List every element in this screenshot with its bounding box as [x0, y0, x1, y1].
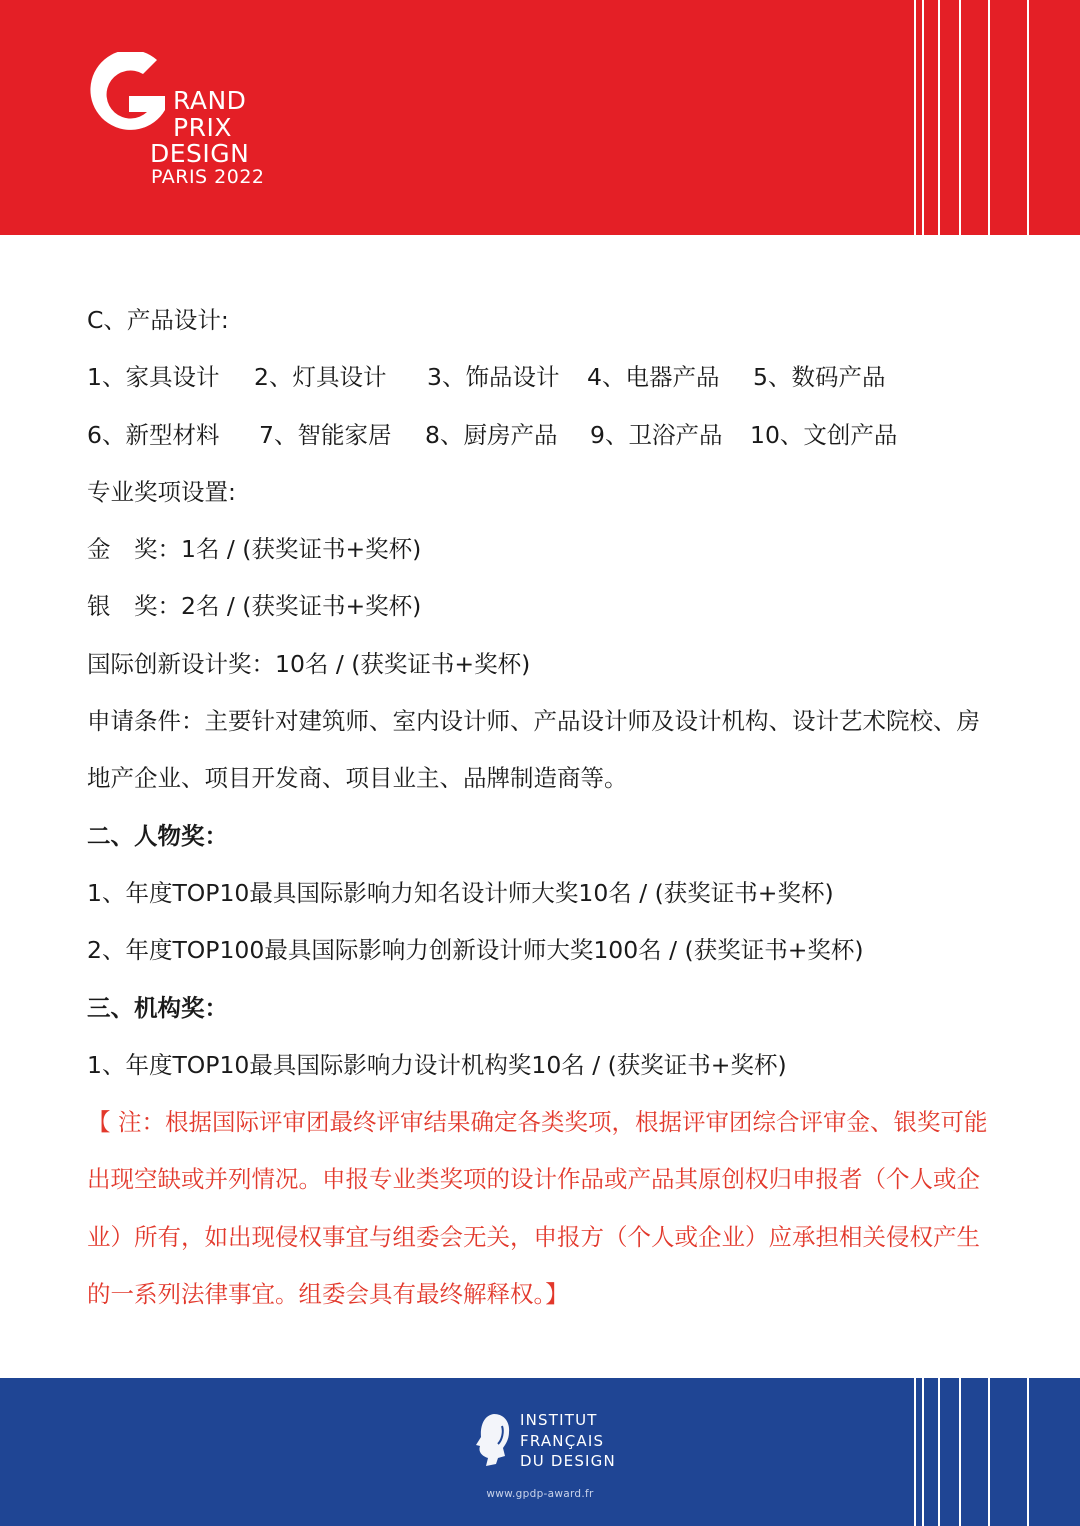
footer-stripe — [914, 1378, 916, 1526]
category-item: 3、饰品设计 — [427, 363, 560, 392]
institute-name: INSTITUT FRANÇAIS DU DESIGN — [520, 1411, 616, 1470]
person-award-item-1: 1、年度TOP10最具国际影响力知名设计师大奖10名 / (获奖证书+奖杯) — [87, 878, 834, 907]
logo-line-3: DESIGN — [150, 139, 250, 168]
website-link[interactable]: www.gpdp-award.fr — [486, 1488, 594, 1500]
footer-stripe — [938, 1378, 940, 1526]
note-line-4: 的一系列法律事宜。组委会具有最终解释权。】 — [87, 1280, 569, 1309]
header-stripe — [959, 0, 961, 235]
category-item: 7、智能家居 — [259, 420, 392, 449]
category-item: 9、卫浴产品 — [590, 420, 723, 449]
award-setting-heading: 专业奖项设置: — [87, 477, 236, 506]
product-design-heading: C、产品设计: — [87, 306, 229, 334]
institution-award-item-1: 1、年度TOP10最具国际影响力设计机构奖10名 / (获奖证书+奖杯) — [87, 1050, 787, 1079]
note-line-1: 【 注：根据国际评审团最终评审结果确定各类奖项，根据评审团综合评审金、银奖可能 — [87, 1108, 988, 1137]
profile-head-icon — [472, 1412, 514, 1468]
footer-stripe — [988, 1378, 990, 1526]
logo-line-2: PRIX — [173, 113, 232, 142]
header-stripe — [922, 0, 924, 235]
footer-stripe — [1027, 1378, 1029, 1526]
category-item: 10、文创产品 — [750, 420, 898, 449]
category-item: 6、新型材料 — [87, 420, 220, 449]
category-item: 8、厨房产品 — [425, 420, 558, 449]
institut-francais-du-design-logo — [472, 1410, 632, 1470]
conditions-line-1: 申请条件：主要针对建筑师、室内设计师、产品设计师及设计机构、设计艺术院校、房 — [87, 707, 980, 736]
header-stripe — [988, 0, 990, 235]
header-banner — [0, 0, 1080, 235]
category-item: 5、数码产品 — [753, 363, 886, 392]
header-stripe — [1027, 0, 1029, 235]
product-category-row-1 — [87, 349, 1007, 406]
header-stripe — [914, 0, 916, 235]
institution-award-title: 三、机构奖： — [87, 993, 228, 1022]
footer-stripe — [922, 1378, 924, 1526]
grand-prix-design-logo — [85, 52, 285, 197]
conditions-line-2: 地产企业、项目开发商、项目业主、品牌制造商等。 — [87, 764, 628, 793]
person-award-title: 二、人物奖： — [87, 821, 228, 850]
g-letter-icon — [85, 52, 165, 142]
logo-line-4: PARIS 2022 — [151, 166, 265, 188]
person-award-item-2: 2、年度TOP100最具国际影响力创新设计师大奖100名 / (获奖证书+奖杯) — [87, 936, 864, 965]
logo-line-1: RAND — [173, 86, 247, 115]
silver-award: 银 奖：2名 / (获奖证书+奖杯) — [87, 592, 422, 621]
main-content — [87, 292, 1007, 1323]
innovation-award: 国际创新设计奖：10名 / (获奖证书+奖杯) — [87, 649, 531, 678]
category-item: 1、家具设计 — [87, 363, 220, 392]
note-line-2: 出现空缺或并列情况。申报专业类奖项的设计作品或产品其原创权归申报者（个人或企 — [87, 1165, 980, 1194]
footer-stripe — [959, 1378, 961, 1526]
category-item: 4、电器产品 — [587, 363, 720, 392]
header-stripe — [938, 0, 940, 235]
product-category-row-2 — [87, 407, 1007, 464]
note-line-3: 业）所有，如出现侵权事宜与组委会无关，申报方（个人或企业）应承担相关侵权产生 — [87, 1222, 980, 1251]
gold-award: 金 奖：1名 / (获奖证书+奖杯) — [87, 535, 422, 564]
category-item: 2、灯具设计 — [254, 363, 387, 392]
